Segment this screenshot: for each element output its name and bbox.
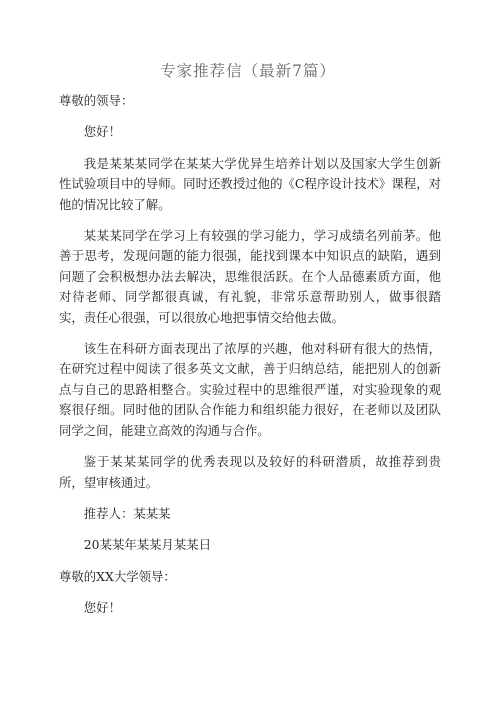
greeting: 您好！ (83, 124, 121, 140)
salutation: 尊敬的领导： (59, 93, 134, 108)
research-paragraph: 该生在科研方面表现出了浓厚的兴趣，他对科研有很大的热情，在研究过程中阅读了很多英文文献，善于归纳总结，能把别人的创新点与自己的思路相整合。实验过程中的思维很严谨，对实验现象的观察很仔细。同时他的团队合作能力和组织能力很好，在老师以及团队同学之间，能建立高效的沟通与合作。 (59, 341, 441, 438)
date-line: 20某某年某某月某某日 (83, 537, 212, 553)
recommendation-paragraph: 鉴于某某某同学的优秀表现以及较好的科研潜质，故推荐到贵所，望审核通过。 (59, 454, 441, 490)
signer-line: 推荐人：某某某 (83, 505, 171, 521)
document-body (59, 91, 441, 619)
second-salutation: 尊敬的XX大学领导： (59, 568, 176, 584)
document-title: 专家推荐信（最新7篇） (160, 62, 336, 80)
second-greeting: 您好！ (83, 600, 121, 616)
study-paragraph: 某某某同学在学习上有较强的学习能力，学习成绩名列前茅。他善于思考，发现问题的能力很强，能找到课本中知识点的缺陷，遇到问题了会积极想办法去解决，思维很活跃。在个人品德素质方面，他对待老师、同学都很真诚，有礼貌，非常乐意帮助别人，做事很踏实，责任心很强，可以很放心地把事情交给他去做。 (59, 228, 441, 325)
intro-paragraph: 我是某某某同学在某某大学优异生培养计划以及国家大学生创新性试验项目中的导师。同时还教授过他的《C程序设计技术》课程，对他的情况比较了解。 (59, 155, 441, 212)
